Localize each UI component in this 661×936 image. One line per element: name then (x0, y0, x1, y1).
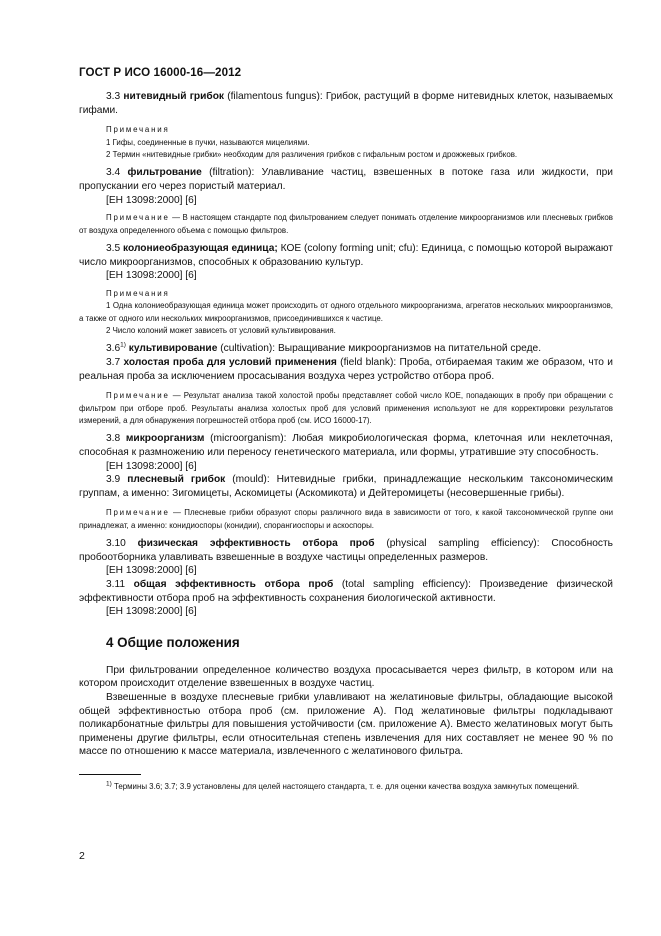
term-definition: Произведение физической эффективности отбора проб на эффективность сохранения биологической активности. (79, 578, 613, 604)
footnote-marker: 1) (120, 342, 126, 350)
term-number: 3.3 (106, 91, 121, 102)
term-name: колониеобразующая единица; (123, 243, 278, 254)
note-item: 1 Гифы, соединенные в пучки, называются мицелиями. (106, 137, 310, 147)
term-3-7 (79, 356, 613, 383)
term-english: (cultivation): (217, 343, 276, 355)
term-number: 3.6 (106, 343, 121, 355)
term-number: 3.10 (106, 538, 126, 550)
term-reference: [ЕН 13098:2000] [6] (106, 606, 197, 618)
note-3-4 (79, 212, 613, 237)
term-definition: Единица, с помощью которой выражают число микроорганизмов, способных к образованию культур. (79, 243, 613, 268)
term-number: 3.7 (106, 357, 121, 368)
term-definition: Способность пробоотборника улавливать взвешенные в воздухе частицы определенных размеров. (79, 538, 613, 563)
note-item: 2 Число колоний может зависеть от условий культивирования. (106, 326, 336, 335)
note-3-7 (79, 390, 613, 427)
page-content (79, 90, 613, 793)
term-reference: [ЕН 13098:2000] [6] (106, 270, 197, 282)
section-paragraph: Взвешенные в воздухе плесневые грибки улавливают на желатиновые фильтры, обладающие высокой общей эффективностью отбора проб (см. приложение А). Под желатиновые фильтры подкладывают поликарбонатные фильтры для повышения устойчивости (см. приложение А). Вместо желатиновых могут быть применены другие фильтры, если относительная степень извлечения для них составляет не менее 90 % по массе по отношению к массе материала, извлеченного с желатинового фильтра. (79, 691, 613, 758)
term-english: (physical sampling efficiency): (374, 538, 540, 550)
note-text: — Плесневые грибки образуют споры различного вида в зависимости от того, к какой таксономической группе они принадлежат, а именно: конидиоспоры (конидии), спорангиоспоры и аскоспоры. (79, 508, 613, 530)
term-3-8 (79, 432, 613, 459)
term-3-5 (79, 242, 613, 269)
term-english: (microorganism): (204, 433, 287, 445)
term-number: 3.9 (106, 474, 121, 486)
section-paragraph: При фильтровании определенное количество воздуха просасывается через фильтр, в котором или на котором происходит отделение взвешенных в воздухе частиц. (79, 664, 613, 690)
term-definition: Нитевидные грибки, принадлежащие нескольким таксономическим группам, а именно: Зигомицеты, Аскомицеты (Аскомикота) и Дейтеромицеты (несовершенные грибы). (79, 474, 613, 499)
term-reference: [ЕН 13098:2000] [6] (106, 565, 197, 577)
term-number: 3.5 (106, 243, 121, 254)
term-name: плесневый грибок (127, 474, 226, 486)
document-header: ГОСТ Р ИСО 16000-16—2012 (79, 66, 242, 79)
term-definition: Любая микробиологическая форма, клеточная или неклеточная, способная к размножению или переносу генетического материала, или формы, утратившие эту способность. (79, 433, 613, 458)
term-english: КОЕ (colony forming unit; cfu): (277, 243, 419, 254)
term-name: культивирование (128, 343, 218, 355)
term-english: (total sampling efficiency): (333, 578, 472, 590)
term-name: фильтрование (127, 167, 202, 179)
notes-heading: Примечания (106, 125, 170, 135)
note-label: Примечание (106, 508, 170, 518)
term-3-6 (79, 342, 613, 356)
term-name: общая эффективность отбора проб (133, 578, 334, 590)
term-number: 3.11 (106, 578, 126, 590)
section-heading: 4 Общие положения (106, 634, 240, 650)
term-name: холостая проба для условий применения (123, 357, 337, 368)
term-name: физическая эффективность отбора проб (137, 538, 375, 550)
term-3-3 (79, 90, 613, 117)
notes-heading: Примечания (106, 288, 170, 298)
note-label: Примечание (106, 391, 170, 401)
term-english: (filtration): (201, 167, 255, 179)
notes-3-3 (79, 124, 613, 161)
term-reference: [ЕН 13098:2000] [6] (106, 460, 197, 472)
note-3-9 (79, 507, 613, 532)
term-name: нитевидный грибок (123, 91, 225, 102)
term-name: микроорганизм (125, 433, 205, 445)
notes-3-5 (79, 288, 613, 338)
page-number: 2 (79, 850, 85, 862)
note-text: — Результат анализа такой холостой пробы представляет собой число КОЕ, попадающих в пробу при обращении с фильтром при отборе проб. Результаты анализа холостых проб для условий применения используют не для корректировки результатов измерений, а для обнаружения погрешностей отбора проб (см. ИСО 16000-17). (79, 391, 613, 425)
footnote-divider (79, 774, 141, 775)
note-item: 2 Термин «нитевидные грибки» необходим для различения грибков с гифальным ростом и дрожжевых грибков. (106, 150, 518, 159)
term-reference: [ЕН 13098:2000] [6] (106, 194, 197, 206)
footnote-text: Термины 3.6; 3.7; 3.9 установлены для целей настоящего стандарта, т. е. для оценки качества воздуха замкнутых помещений. (111, 781, 580, 791)
term-definition: Грибок, растущий в форме нитевидных клеток, называемых гифами. (79, 91, 613, 116)
note-item: 1 Одна колониеобразующая единица может происходить от одного отдельного микроорганизма, агрегатов нескольких микроорганизмов, а также от одного или нескольких микроорганизмов, присоединившихся к частице. (79, 301, 613, 323)
term-english: (field blank): (336, 357, 397, 368)
term-definition: Проба, отбираемая таким же образом, что и реальная проба за исключением просасывания воздуха через устройство отбора проб. (79, 357, 613, 382)
term-number: 3.8 (106, 433, 121, 445)
term-english: (filamentous fungus): (224, 91, 323, 102)
note-text: — В настоящем стандарте под фильтрованием следует понимать отделение микроорганизмов или плесневых грибков от воздуха определенного объема с помощью фильтров. (79, 213, 613, 235)
term-3-11 (79, 578, 613, 605)
term-definition: Улавливание частиц, взвешенных в потоке газа или жидкости, при пропускании его через пористый материал. (79, 167, 613, 192)
footnote (79, 781, 613, 793)
note-label: Примечание (106, 213, 170, 223)
term-definition: Выращивание микроорганизмов на питательной среде. (275, 343, 542, 355)
term-english: (mould): (225, 474, 270, 486)
term-number: 3.4 (106, 167, 121, 179)
footnote-mark: 1) (106, 780, 112, 788)
term-3-9 (79, 473, 613, 500)
term-3-4 (79, 166, 613, 193)
term-3-10 (79, 537, 613, 564)
